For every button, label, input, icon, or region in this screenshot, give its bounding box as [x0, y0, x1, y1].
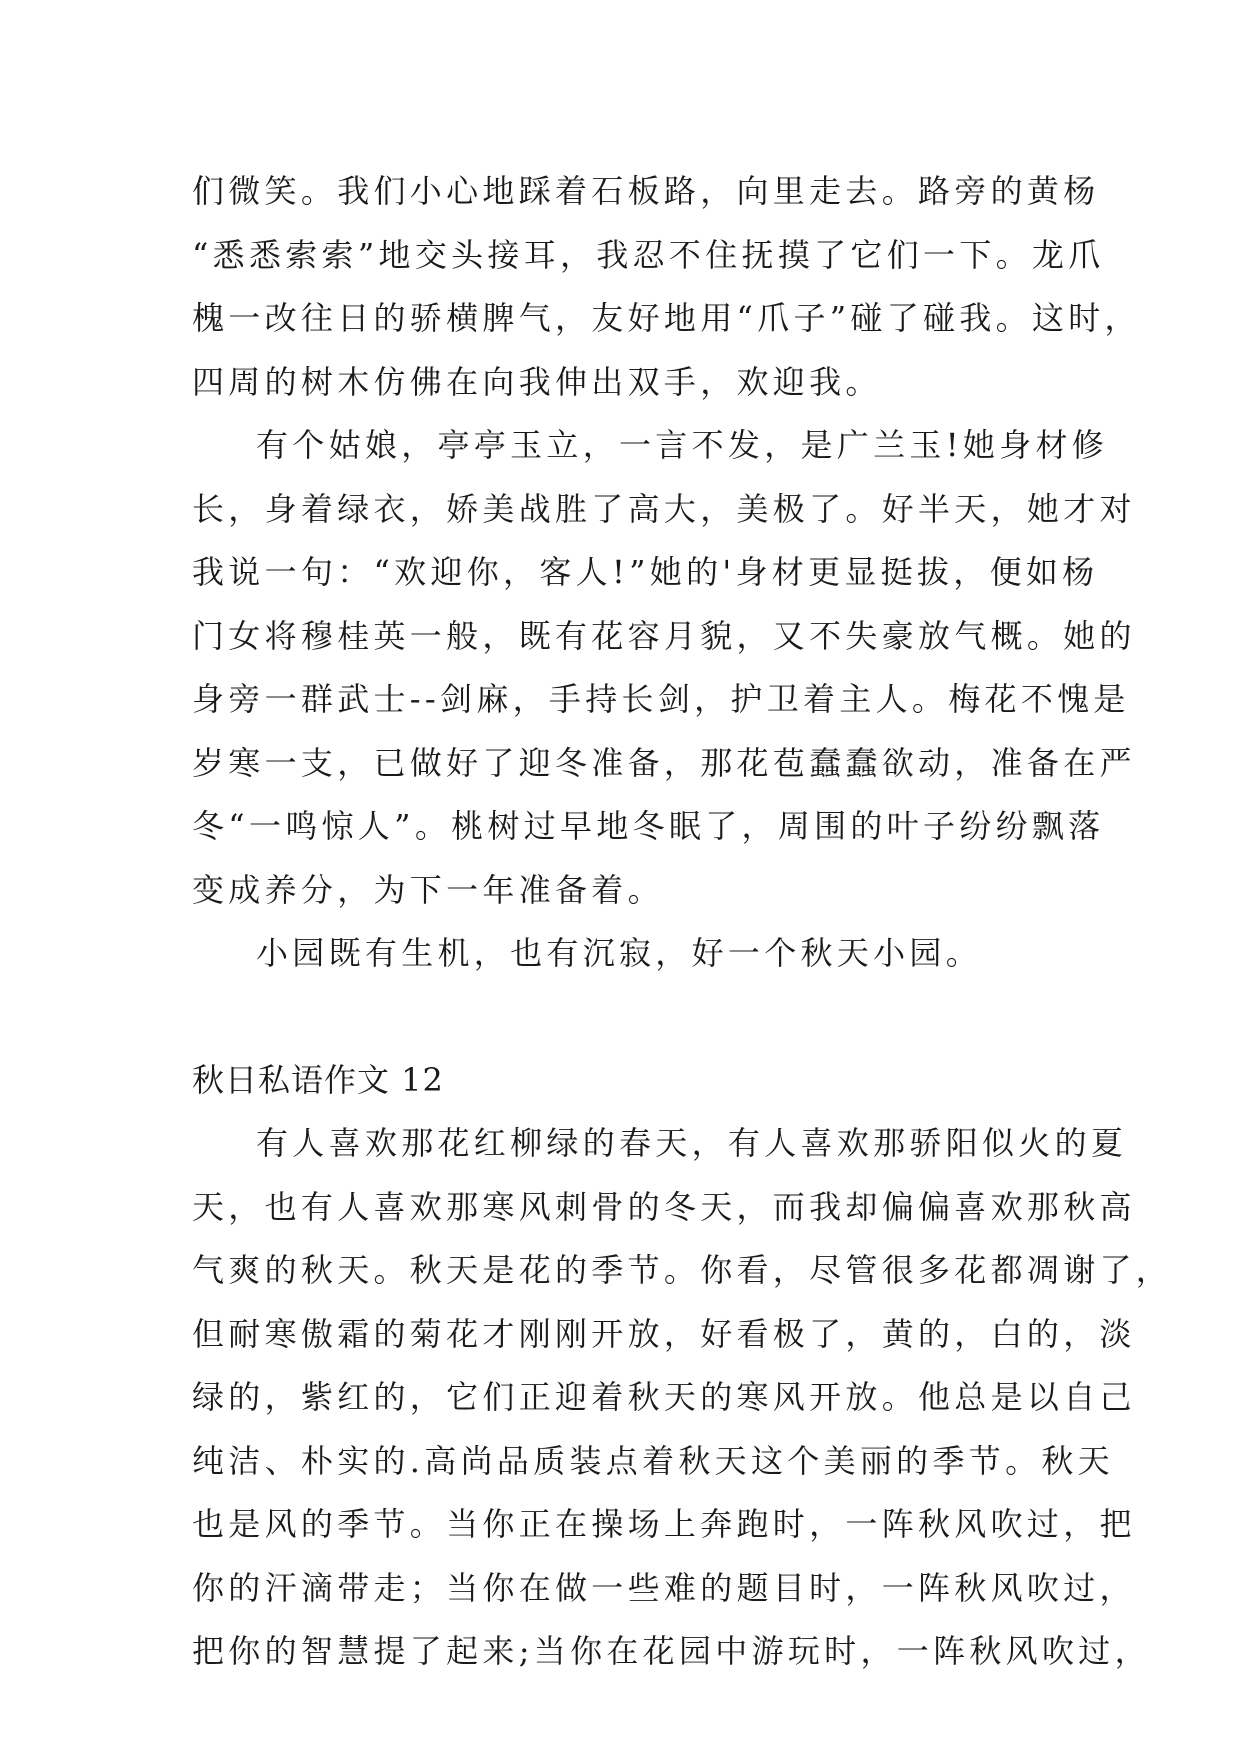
- text-line: 长，身着绿衣，娇美战胜了高大，美极了。好半天，她才对: [192, 489, 1136, 528]
- text-line: 但耐寒傲霜的菊花才刚刚开放，好看极了，黄的，白的，淡: [192, 1314, 1136, 1353]
- text-line: 门女将穆桂英一般，既有花容月貌，又不失豪放气概。她的: [192, 616, 1136, 655]
- text-line: 我说一句：“欢迎你，客人!”她的'身材更显挺拔，便如杨: [192, 553, 1099, 591]
- text-line: 天，也有人喜欢那寒风刺骨的冬天，而我却偏偏喜欢那秋高: [192, 1187, 1136, 1226]
- text-line: “悉悉索索”地交头接耳，我忍不住抚摸了它们一下。龙爪: [192, 235, 1105, 274]
- text-line: 也是风的季节。当你正在操场上奔跑时，一阵秋风吹过，把: [192, 1505, 1136, 1543]
- text-line: 四周的树木仿佛在向我伸出双手，欢迎我。: [192, 362, 882, 401]
- text-line: 岁寒一支，已做好了迎冬准备，那花苞蠢蠢欲动，准备在严: [192, 743, 1136, 782]
- section-gap: [192, 986, 1072, 1049]
- text-line: 小园既有生机，也有沉寂，好一个秋天小园。: [256, 934, 983, 972]
- paragraph-2: [192, 414, 1136, 922]
- text-line: 变成养分，为下一年准备着。: [192, 870, 664, 909]
- text-line: 身旁一群武士--剑麻，手持长剑，护卫着主人。梅花不愧是: [192, 680, 1130, 718]
- text-line: 你的汗滴带走；当你在做一些难的题目时，一阵秋风吹过，: [192, 1568, 1136, 1607]
- paragraph-3: [192, 922, 1072, 986]
- text-line: 纯洁、朴实的.高尚品质装点着秋天这个美丽的季节。秋天: [192, 1441, 1114, 1480]
- text-line: 槐一改往日的骄横脾气，友好地用“爪子”碰了碰我。这时，: [192, 299, 1141, 337]
- text-line: 把你的智慧提了起来;当你在花园中游玩时，一阵秋风吹过，: [192, 1632, 1151, 1670]
- text-line: 有人喜欢那花红柳绿的春天，有人喜欢那骄阳似火的夏: [256, 1124, 1128, 1162]
- text-line: 气爽的秋天。秋天是花的季节。你看，尽管很多花都凋谢了，: [192, 1251, 1173, 1289]
- text-line: 有个姑娘，亭亭玉立，一言不发，是广兰玉!她身材修: [256, 426, 1109, 464]
- document-body: [192, 160, 1173, 1684]
- paragraph-4: [192, 1112, 1173, 1684]
- text-line: 们微笑。我们小心地踩着石板路，向里走去。路旁的黄杨: [192, 172, 1100, 210]
- text-line: 绿的，紫红的，它们正迎着秋天的寒风开放。他总是以自己: [192, 1378, 1136, 1416]
- text-line: 冬“一鸣惊人”。桃树过早地冬眠了，周围的叶子纷纷飘落: [192, 807, 1105, 845]
- paragraph-1: [192, 160, 1141, 414]
- section-title: 秋日私语作文 12: [192, 1060, 444, 1099]
